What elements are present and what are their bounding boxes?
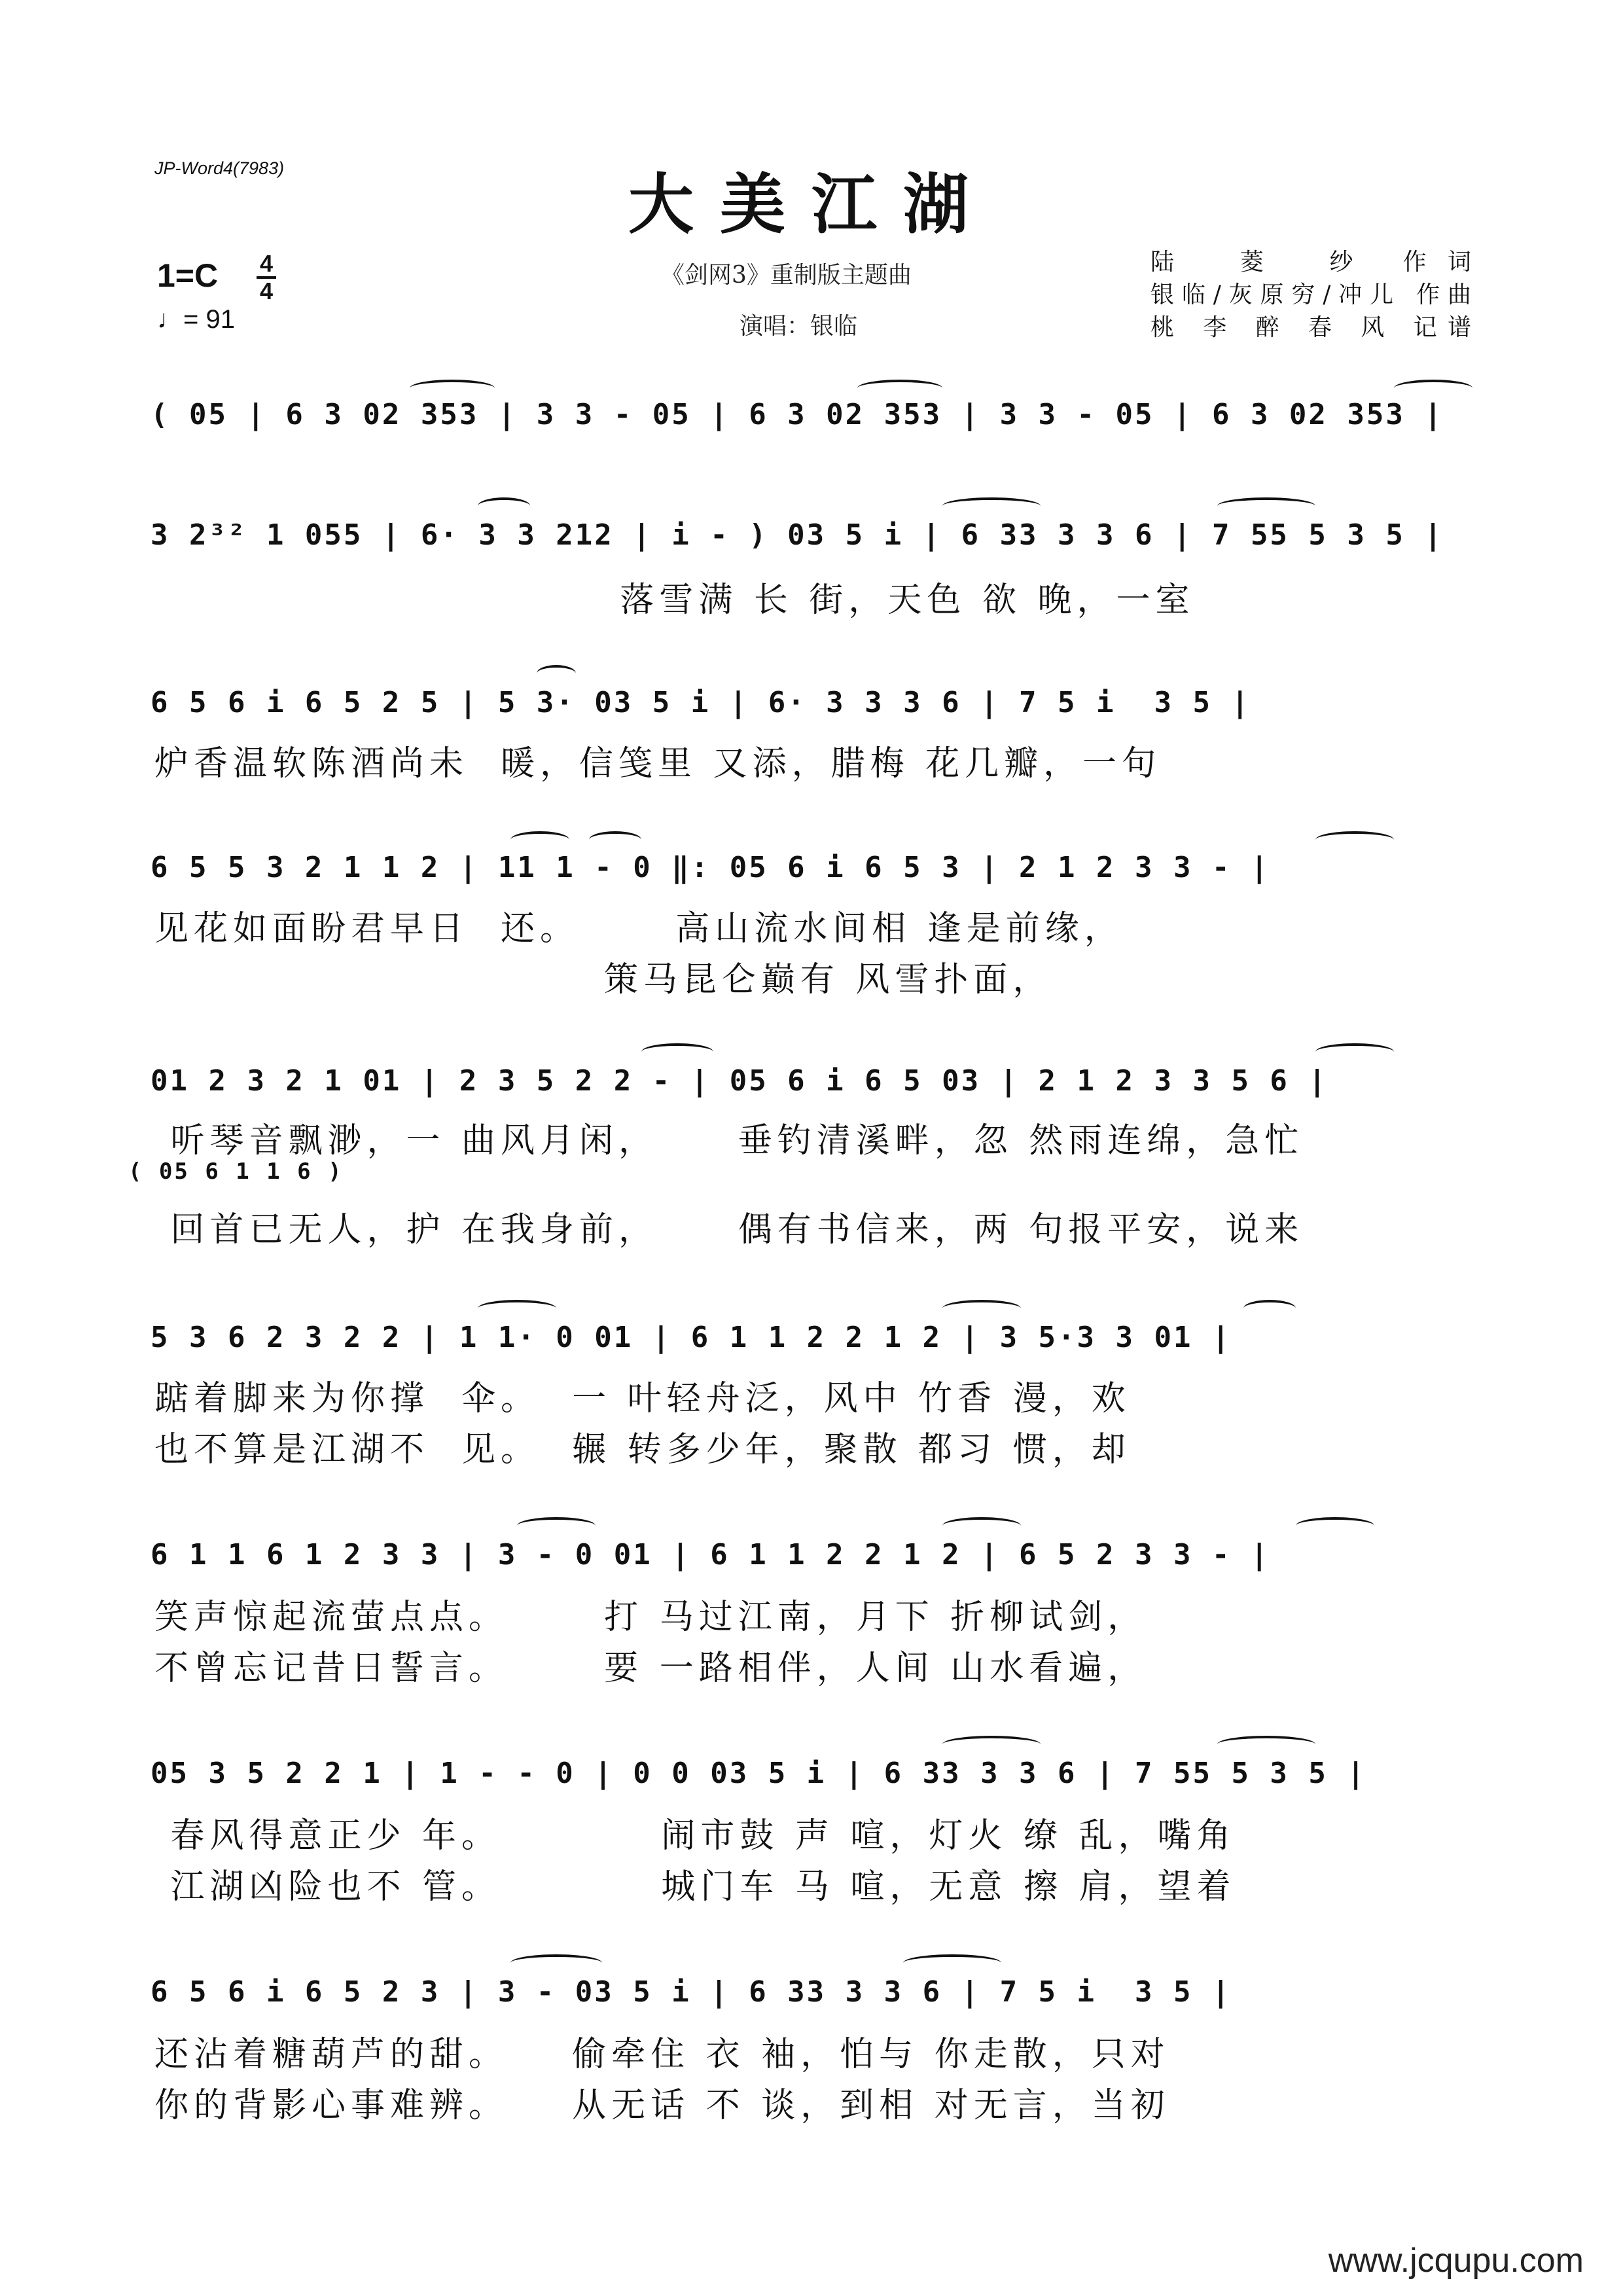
tie	[478, 497, 530, 514]
key-signature: 1=C	[157, 257, 219, 294]
lyric-line-4-1: 见花如面盼君早日 还。 高山流水间相 逢是前缘，	[154, 909, 1124, 948]
score-line-8: 05 3 5 2 2 1 | 1 - - 0 | 0 0 03 5 i | 6 33 3 3 6 | 7 55 5 3 5 |	[151, 1757, 1366, 1790]
time-signature	[255, 251, 277, 304]
transcriber-credit: 桃 李 醉 春 风 记谱	[1150, 314, 1471, 341]
tie	[1217, 497, 1315, 514]
lyric-line-2-1: 落雪满 长 街，天色 欲 晚，一室	[154, 581, 1195, 620]
tie	[857, 380, 942, 397]
tie	[510, 1954, 602, 1971]
tie	[1394, 380, 1472, 397]
score-line-4: 6 5 5 3 2 1 1 2 | 11 1 - 0 ‖: 05 6 i 6 5 3 | 2 1 2 3 3 - |	[151, 851, 1270, 884]
tie	[1217, 1736, 1315, 1753]
tie	[903, 1954, 1001, 1971]
site-watermark: www.jcqupu.com	[1328, 2242, 1584, 2280]
lyric-line-7-2: 不曾忘记昔日誓言。 要 一路相伴，人间 山水看遍，	[154, 1649, 1147, 1688]
lyric-line-3-1: 炉香温软陈酒尚未 暖，信笺里 又添，腊梅 花几瓣，一句	[154, 744, 1162, 783]
lyric-line-7-1: 笑声惊起流萤点点。 打 马过江南，月下 折柳试剑，	[154, 1598, 1147, 1637]
lyric-line-8-2: 江湖凶险也不 管。 城门车 马 喧，无意 擦 肩，望着	[154, 1867, 1236, 1907]
lyric-line-9-1: 还沾着糖葫芦的甜。 偷牵住 衣 袖，怕与 你走散，只对	[154, 2035, 1170, 2074]
lyric-line-6-2: 也不算是江湖不 见。 辗 转多少年，聚散 都习 惯，却	[154, 1430, 1131, 1469]
lyric-line-6-1: 踮着脚来为你撑 伞。 一 叶轻舟泛，风中 竹香 漫，欢	[154, 1379, 1131, 1418]
song-title: 大美江湖	[628, 166, 995, 243]
composer-credit: 银临/灰原穷/冲儿 作曲	[1150, 281, 1471, 308]
tie	[641, 1043, 713, 1060]
software-label: JP-Word4(7983)	[154, 158, 285, 178]
time-signature-top: 4	[259, 250, 274, 277]
tie	[942, 497, 1041, 514]
tie	[942, 1736, 1041, 1753]
tie	[410, 380, 495, 397]
tie	[1315, 831, 1394, 848]
score-line-3: 6 5 6 i 6 5 2 5 | 5 3· 03 5 i | 6· 3 3 3 6 | 7 5 i 3 5 |	[151, 686, 1251, 719]
tie	[510, 831, 569, 848]
score-line-5: 01 2 3 2 1 01 | 2 3 5 2 2 - | 05 6 i 6 5 03 | 2 1 2 3 3 5 6 |	[151, 1064, 1328, 1098]
tie	[589, 831, 641, 848]
lyric-line-4-2: 策马昆仑巅有 风雪扑面，	[154, 960, 1052, 999]
score-line-7: 6 1 1 6 1 2 3 3 | 3 - 0 01 | 6 1 1 2 2 1 2 | 6 5 2 3 3 - |	[151, 1538, 1270, 1571]
lyric-line-9-2: 你的背影心事难辨。 从无话 不 谈，到相 对无言，当初	[154, 2086, 1170, 2125]
time-signature-bottom: 4	[259, 278, 274, 304]
tempo-marking: ♩= 91	[157, 305, 235, 334]
lyricist-credit: 陆 菱 纱 作词	[1150, 249, 1471, 276]
alternate-notes: ( 05 6 1 1 6 )	[128, 1158, 344, 1185]
lyric-line-8-1: 春风得意正少 年。 闹市鼓 声 喧，灯火 缭 乱，嘴角	[154, 1816, 1236, 1856]
tie	[942, 1517, 1021, 1534]
lyric-line-5-1: 听琴音飘渺，一 曲风月闲， 垂钓清溪畔，忽 然雨连绵，急忙	[154, 1121, 1304, 1160]
tie	[517, 1517, 596, 1534]
tie	[478, 1300, 556, 1317]
score-line-1: ( 05 | 6 3 02 353 | 3 3 - 05 | 6 3 02 353 | 3 3 - 05 | 6 3 02 353 |	[151, 398, 1444, 431]
tie	[537, 665, 576, 682]
tie	[1296, 1517, 1374, 1534]
score-line-9: 6 5 6 i 6 5 2 3 | 3 - 03 5 i | 6 33 3 3 6 | 7 5 i 3 5 |	[151, 1975, 1232, 2009]
tie	[1315, 1043, 1394, 1060]
tie	[1243, 1300, 1296, 1317]
singer-credit: 演唱：银临	[740, 313, 858, 340]
score-line-2: 3 2³² 1 055 | 6· 3 3 212 | i - ) 03 5 i | 6 33 3 3 6 | 7 55 5 3 5 |	[151, 518, 1444, 552]
tie	[942, 1300, 1021, 1317]
score-line-6: 5 3 6 2 3 2 2 | 1 1· 0 01 | 6 1 1 2 2 1 2 | 3 5·3 3 01 |	[151, 1321, 1232, 1354]
lyric-line-5-2: 回首已无人，护 在我身前， 偶有书信来，两 句报平安，说来	[154, 1210, 1304, 1249]
subtitle: 《剑网3》重制版主题曲	[661, 262, 912, 289]
